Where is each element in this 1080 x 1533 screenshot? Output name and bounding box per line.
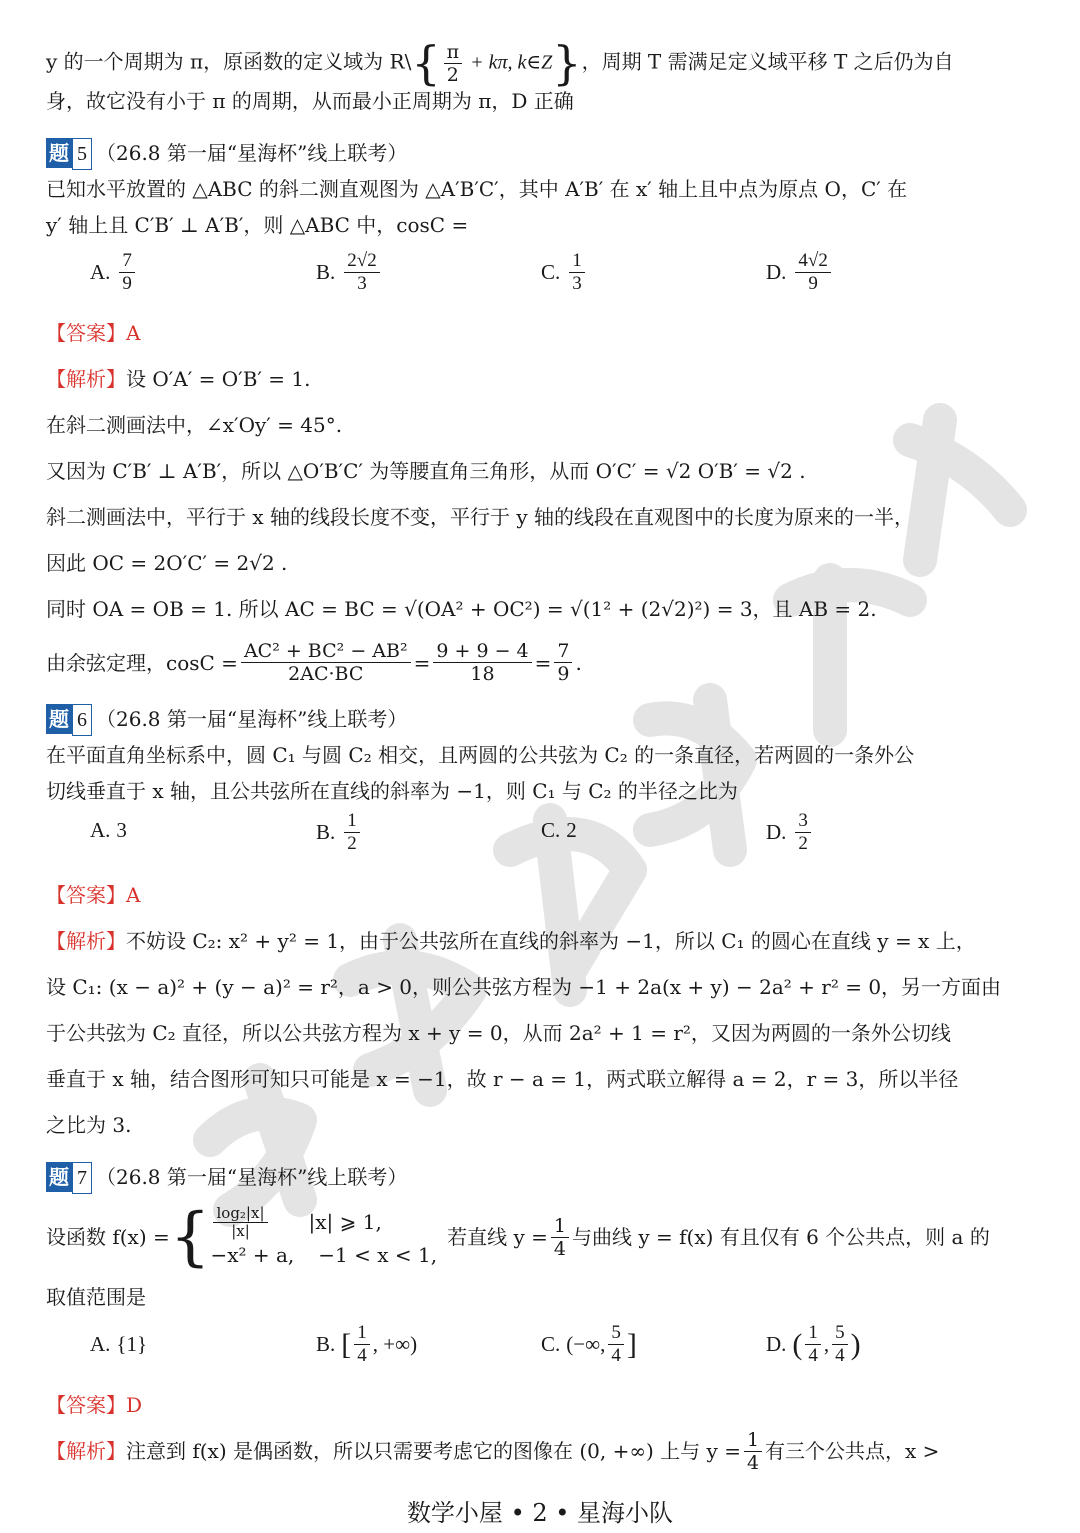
question-number: 5 <box>72 138 92 170</box>
intro-line-1: y 的一个周期为 π，原函数的定义域为 R\{ $\frac{\pi}{2}$ + kπ, k∈Z}，周期 T 需满足定义域平移 T 之后仍为自 <box>46 36 954 90</box>
q6-choice-a: A. 3 <box>90 818 127 842</box>
question-tag: 题 <box>46 138 72 168</box>
question-tag: 题 <box>46 1162 72 1192</box>
q7-choice-a: A. {1} <box>90 1332 148 1356</box>
q5-answer: 【答案】A <box>46 321 141 345</box>
q5-choice-a: A. $\frac{7}{9}$ <box>90 250 138 295</box>
q6-stem-2: 切线垂直于 x 轴，且公共弦所在直线的斜率为 −1，则 C₁ 与 C₂ 的半径之比为 <box>46 779 738 803</box>
q6-choice-d: D. $\frac{3}{2}$ <box>766 810 814 855</box>
q6-choice-c: C. 2 <box>541 818 577 842</box>
q6-header <box>46 704 1040 736</box>
q5-stem-1: 已知水平放置的 △ABC 的斜二测直观图为 △A′B′C′，其中 A′B′ 在 x′ 轴上且中点为原点 O，C′ 在 <box>46 177 908 201</box>
q5-stem-2: y′ 轴上且 C′B′ ⊥ A′B′，则 △ABC 中，cosC = <box>46 213 469 237</box>
q7-stem-2: 取值范围是 <box>46 1285 146 1309</box>
q6-sol-4: 垂直于 x 轴，结合图形可知只可能是 x = −1，故 r − a = 1，两式联立解得 a = 2，r = 3，所以半径 <box>46 1067 959 1091</box>
question-number: 7 <box>72 1162 92 1194</box>
q6-choice-b: B. $\frac{1}{2}$ <box>316 810 363 855</box>
q5-sol-6: 同时 OA = OB = 1. 所以 AC = BC = √(OA² + OC²) = √(1² + (2√2)²) = 3，且 AB = 2. <box>46 597 877 621</box>
intro-line-2: 身，故它没有小于 π 的周期，从而最小正周期为 π，D 正确 <box>46 89 574 113</box>
q5-sol-3: 又因为 C′B′ ⊥ A′B′，所以 △O′B′C′ 为等腰直角三角形，从而 O′C′ = √2 O′B′ = √2 . <box>46 459 806 483</box>
q6-sol-2: 设 C₁: (x − a)² + (y − a)² = r²，a > 0，则公共弦方程为 −1 + 2a(x + y) − 2a² + r² = 0，另一方面由 <box>46 975 1002 999</box>
q6-stem-1: 在平面直角坐标系中，圆 C₁ 与圆 C₂ 相交，且两圆的公共弦为 C₂ 的一条直径，若两圆的一条外公 <box>46 743 915 767</box>
q7-header <box>46 1162 1040 1194</box>
q5-choice-c: C. $\frac{1}{3}$ <box>541 250 588 295</box>
q5-sol-7: 由余弦定理，cosC = $\frac{\text{AC² + BC² − AB²}}{2AC\cdot BC}$ = $\frac{9 + 9 - 4}{18}$ = $\frac{7}{9}$ . <box>46 640 582 685</box>
q7-choice-d: D. ( $\frac{1}{4}$ , $\frac{5}{4}$ ) <box>766 1322 861 1366</box>
q6-sol-3: 于公共弦为 C₂ 直径，所以公共弦方程为 x + y = 0，从而 2a² + 1 = r²，又因为两圆的一条外公切线 <box>46 1021 951 1045</box>
q6-answer: 【答案】A <box>46 883 141 907</box>
q7-choice-c: C. (−∞, $\frac{5}{4}$ ] <box>541 1322 637 1366</box>
q7-choice-b: B. [ $\frac{1}{4}$ , +∞) <box>316 1322 418 1366</box>
question-source: （26.8 第一届“星海杯”线上联考） <box>96 141 408 165</box>
q5-choice-d: D. $\frac{4√2}{9}$ <box>766 250 834 295</box>
question-number: 6 <box>72 704 92 736</box>
q6-sol-5: 之比为 3. <box>46 1113 132 1137</box>
q6-sol-1: 【解析】不妨设 C₂: x² + y² = 1，由于公共弦所在直线的斜率为 −1，所以 C₁ 的圆心在直线 y = x 上， <box>46 929 976 953</box>
q5-choice-b: B. $\frac{2√2}{3}$ <box>316 250 383 295</box>
q5-sol-4: 斜二测画法中，平行于 x 轴的线段长度不变，平行于 y 轴的线段在直观图中的长度为原来的一半， <box>46 505 915 529</box>
q5-header <box>46 138 1040 170</box>
q5-sol-2: 在斜二测画法中，∠x′Oy′ = 45°. <box>46 413 343 437</box>
q5-sol-5: 因此 OC = 2O′C′ = 2√2 . <box>46 551 288 575</box>
page-footer: 数学小屋 • 2 • 星海小队 <box>406 1499 674 1527</box>
question-tag: 题 <box>46 704 72 734</box>
q7-sol-1: 【解析】 注意到 f(x) 是偶函数，所以只需要考虑它的图像在 (0, +∞) 上与 y = $\frac{1}{4}$ 有三个公共点，x > <box>46 1428 940 1474</box>
question-source: （26.8 第一届“星海杯”线上联考） <box>96 1165 408 1189</box>
q7-answer: 【答案】D <box>46 1393 143 1417</box>
q7-stem-1: 设函数 f(x) = { $\frac{\text{log₂|x|}}{|x|}$ |x| ⩾ 1, −x² + a, −1 < x < 1, 若直线 y = $\frac{1}{4}$ 与曲线 y = f(x) 有且仅有 6 个公共点，则 a 的 <box>46 1200 990 1274</box>
q5-sol-1: 【解析】设 O′A′ = O′B′ = 1. <box>46 367 311 391</box>
question-source: （26.8 第一届“星海杯”线上联考） <box>96 707 408 731</box>
